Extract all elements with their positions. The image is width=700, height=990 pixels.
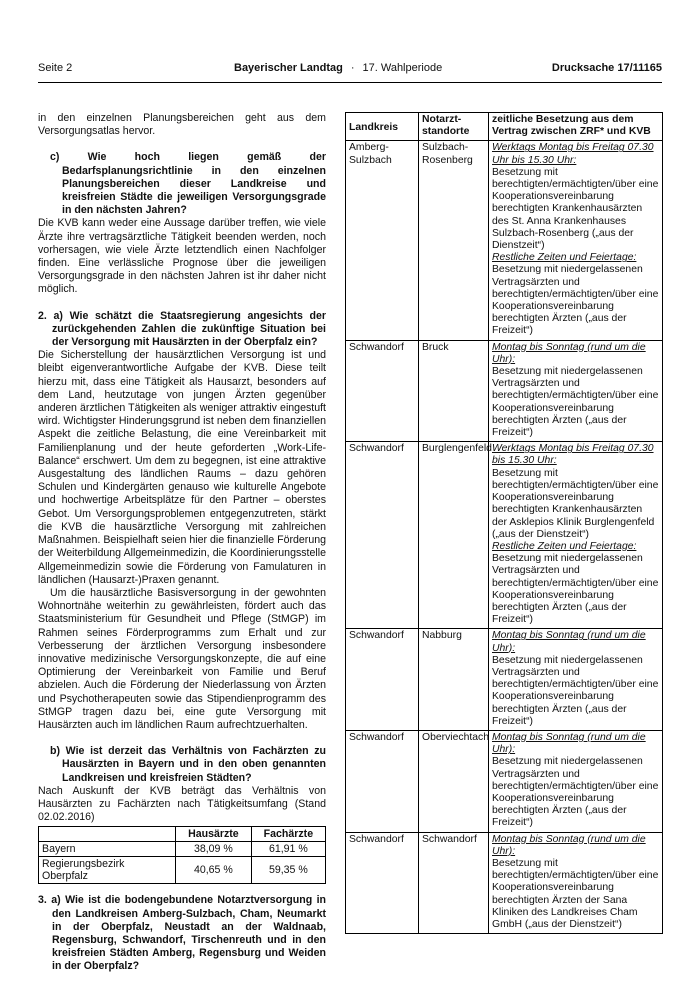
table-row bbox=[346, 730, 663, 832]
parliament-name: Bayerischer Landtag bbox=[234, 62, 343, 74]
table-row bbox=[346, 141, 663, 340]
notarzt-table bbox=[345, 112, 663, 934]
cell-besetzung bbox=[489, 442, 663, 629]
staffing-text: Besetzung mit niedergelassenen Vertragsärzten und berechtigten/ermächtigten/über eine Kooperationsvereinbarung berechtigten Ärzten („aus der Freizeit“) bbox=[492, 756, 659, 829]
cell-besetzung bbox=[489, 629, 663, 731]
header-rule bbox=[38, 82, 662, 83]
ratio-region: Bayern bbox=[39, 842, 176, 857]
time-heading: Montag bis Sonntag (rund um die Uhr): bbox=[492, 731, 646, 756]
time-heading: Montag bis Sonntag (rund um die Uhr): bbox=[492, 630, 646, 654]
cell-landkreis: Schwandorf bbox=[346, 629, 419, 731]
header-landkreis: Landkreis bbox=[346, 113, 419, 141]
page-header bbox=[38, 62, 662, 78]
staffing-text: Besetzung mit berechtigten/ermächtigten/über eine Kooperationsvereinbarung berechtigten Krankenhausärzten der Asklepios Klinik Burglengenfeld („aus der Dienstzeit“) bbox=[492, 467, 659, 540]
time-heading: Werktags Montag bis Freitag 07.30 bis 15.30 Uhr: bbox=[492, 443, 654, 467]
right-column bbox=[345, 112, 663, 934]
time-heading: Montag bis Sonntag (rund um die Uhr): bbox=[492, 341, 646, 365]
ratio-table-header bbox=[39, 827, 326, 842]
cell-landkreis: Schwandorf bbox=[346, 730, 419, 832]
cell-landkreis: Schwandorf bbox=[346, 832, 419, 934]
question-2a: 2. a) Wie schätzt die Staatsregierung angesichts der zurückgehenden Zahlen die zukünftige Situation bei der Versorgung mit Hausärzten in der Oberpfalz ein? bbox=[38, 309, 326, 349]
cell-standort: Bruck bbox=[419, 340, 489, 442]
staffing-text: Besetzung mit niedergelassenen Vertragsärzten und berechtigten/ermächtigten/über eine Kooperationsvereinbarung berechtigten Ärzten („aus der Freizeit“) bbox=[492, 553, 659, 626]
cell-besetzung bbox=[489, 730, 663, 832]
answer-2a-part1: Die Sicherstellung der hausärztlichen Versorgung ist und bleibt eigenverantwortliche Aufgabe der KVB. Diese teilt hierzu mit, dass eine Tätigkeit als Hausarzt, besonders auf dem Land, heutzutage von jungen Ärzten gegenüber anderen ärztlichen Tätigkeiten als weniger attraktiv eingestuft wird. Wichtigster Hinderungsgrund ist neben dem finanziellen Aspekt die zeitliche Belastung, die eine Vereinbarkeit mit Familienplanung und der heute geforderten „Work-Life-Balance“ erschwert. Um dem zu begegnen, ist eine attraktive Ausgestaltung des ländlichen Raums – dazu gehören Schulen und Kindergärten genauso wie kulturelle Angebote und hochwertige Arbeitsplätze für den Partner – oberstes Gebot. Um Versorgungsproblemen entgegenzutreten, stärkt die KVB die hausärztliche Versorgung mit zahlreichen Maßnahmen. Beispielhaft seien hier die finanzielle Förderung der Weiterbildung Allgemeinmedizin, die Koordinierungsstelle Allgemeinmedizin sowie die Förderung von Famulaturen in ländlichen (Hausarzt-)Praxen genannt. bbox=[38, 349, 326, 586]
table-row bbox=[346, 832, 663, 934]
ratio-fachaerzte-value: 61,91 % bbox=[251, 842, 325, 857]
time-heading: Restliche Zeiten und Feiertage: bbox=[492, 252, 637, 264]
ratio-fachaerzte-value: 59,35 % bbox=[251, 857, 325, 884]
answer-2b: Nach Auskunft der KVB beträgt das Verhältnis von Hausärzten zu Fachärzten nach Tätigkeitsumfang (Stand 02.02.2016) bbox=[38, 784, 326, 824]
header-center bbox=[234, 62, 442, 75]
cell-standort: Schwandorf bbox=[419, 832, 489, 934]
notarzt-table-header bbox=[346, 113, 663, 141]
cell-landkreis: Schwandorf bbox=[346, 442, 419, 629]
intro-paragraph: in den einzelnen Planungsbereichen geht aus dem Versorgungsatlas hervor. bbox=[38, 112, 326, 138]
staffing-text: Besetzung mit niedergelassenen Vertragsärzten und berechtigten/ermächtigten/über eine Kooperationsvereinbarung berechtigten Ärzten („aus der Freizeit“) bbox=[492, 654, 659, 727]
table-row bbox=[39, 842, 326, 857]
document-number: Drucksache 17/11165 bbox=[551, 62, 662, 74]
cell-standort: Nabburg bbox=[419, 629, 489, 731]
table-row bbox=[346, 629, 663, 731]
cell-besetzung bbox=[489, 832, 663, 934]
ratio-hausaerzte-value: 38,09 % bbox=[176, 842, 252, 857]
cell-landkreis: Schwandorf bbox=[346, 340, 419, 442]
table-row bbox=[346, 340, 663, 442]
question-3a: 3. a) Wie ist die bodengebundene Notarztversorgung in den Landkreisen Amberg-Sulzbach, Cham, Neumarkt in der Oberpfalz, Neustadt an der Waldnaab, Regensburg, Schwandorf, Tirschenreuth und in den kreisfreien Städten Amberg, Regensburg und Weiden in der Oberpfalz? bbox=[38, 894, 326, 973]
answer-2a-part2: Um die hausärztliche Basisversorgung in der gewohnten Wohnortnähe weiterhin zu gewährleisten, fördert auch das Staatsministerium für Gesundheit und Pflege (StMGP) im Rahmen seines Förderprogramms zum Erhalt und zur Verbesserung der ärztlichen Versorgung insbesondere innovative medizinische Versorgungskonzepte, die auf eine Optimierung der Vereinbarkeit von Familie und Beruf abzielen. Auch die Förderung der Niederlassung von Ärzten und Psychotherapeuten sowie das Stipendienprogramm des StMGP tragen dazu bei, eine gute Versorgung mit Hausärzten auch im ländlichen Raum aufrechtzuerhalten. bbox=[38, 586, 326, 731]
cell-landkreis: Amberg-Sulzbach bbox=[346, 141, 419, 340]
answer-1c: Die KVB kann weder eine Aussage darüber treffen, wie viele Ärzte ihre vertragsärztliche Tätigkeit beenden werden, noch vorhersagen, wie viele Ärzte letztendlich einen Nachfolger finden. Eine verlässliche Prognose über die jeweiligen Versorgungsgrade in den nächsten Jahren ist ihr daher nicht möglich. bbox=[38, 217, 326, 296]
table-row bbox=[39, 857, 326, 884]
cell-standort: Sulzbach-Rosenberg bbox=[419, 141, 489, 340]
table-row bbox=[346, 442, 663, 629]
staffing-text: Besetzung mit niedergelassenen Vertragsärzten und berechtigten/ermächtigten/über eine Kooperationsvereinbarung berechtigten Ärzten („aus der Freizeit“) bbox=[492, 366, 659, 439]
cell-standort: Burglengenfeld bbox=[419, 442, 489, 629]
header-separator: · bbox=[350, 62, 355, 74]
staffing-text: Besetzung mit berechtigten/ermächtigten/über eine Kooperationsvereinbarung berechtigten Krankenhausärzten des St. Anna Krankenhauses Sulzbach-Rosenberg („aus der Dienstzeit“) bbox=[492, 166, 659, 252]
ratio-hausaerzte-value: 40,65 % bbox=[176, 857, 252, 884]
time-heading: Montag bis Sonntag (rund um die Uhr): bbox=[492, 833, 646, 857]
cell-besetzung bbox=[489, 340, 663, 442]
time-heading: Restliche Zeiten und Feiertage: bbox=[492, 540, 637, 552]
left-column bbox=[38, 112, 326, 974]
ratio-region: Regierungsbezirk Oberpfalz bbox=[39, 857, 176, 884]
ratio-header-hausaerzte: Hausärzte bbox=[176, 827, 252, 842]
question-2b: b) Wie ist derzeit das Verhältnis von Fachärzten zu Hausärzten in Bayern und in den oben genannten Landkreisen und kreisfreien Städten? bbox=[50, 745, 326, 784]
election-period: 17. Wahlperiode bbox=[362, 62, 443, 74]
header-besetzung: zeitliche Besetzung aus dem Vertrag zwischen ZRF* und KVB bbox=[489, 113, 663, 141]
header-standorte: Notarzt-standorte bbox=[419, 113, 489, 141]
cell-besetzung bbox=[489, 141, 663, 340]
staffing-text: Besetzung mit berechtigten/ermächtigten/über eine Kooperationsvereinbarung berechtigten Ärzten der Sana Kliniken des Landkreises Cham GmbH („aus der Dienstzeit“) bbox=[492, 857, 659, 930]
time-heading: Werktags Montag bis Freitag 07.30 Uhr bis 15.30 Uhr: bbox=[492, 142, 654, 166]
cell-standort: Oberviechtach bbox=[419, 730, 489, 832]
question-1c: c) Wie hoch liegen gemäß der Bedarfsplanungsrichtlinie in den einzelnen Planungsbereichen dieser Landkreise und kreisfreien Städte die jeweiligen Versorgungsgrade in den nächsten Jahren? bbox=[50, 151, 326, 217]
ratio-table bbox=[38, 826, 326, 884]
ratio-header-fachaerzte: Fachärzte bbox=[251, 827, 325, 842]
staffing-text: Besetzung mit niedergelassenen Vertragsärzten und berechtigten/ermächtigten/über eine Kooperationsvereinbarung berechtigten Ärzten („aus der Freizeit“) bbox=[492, 264, 659, 337]
page-number: Seite 2 bbox=[38, 62, 73, 74]
ratio-header-blank bbox=[39, 827, 176, 842]
